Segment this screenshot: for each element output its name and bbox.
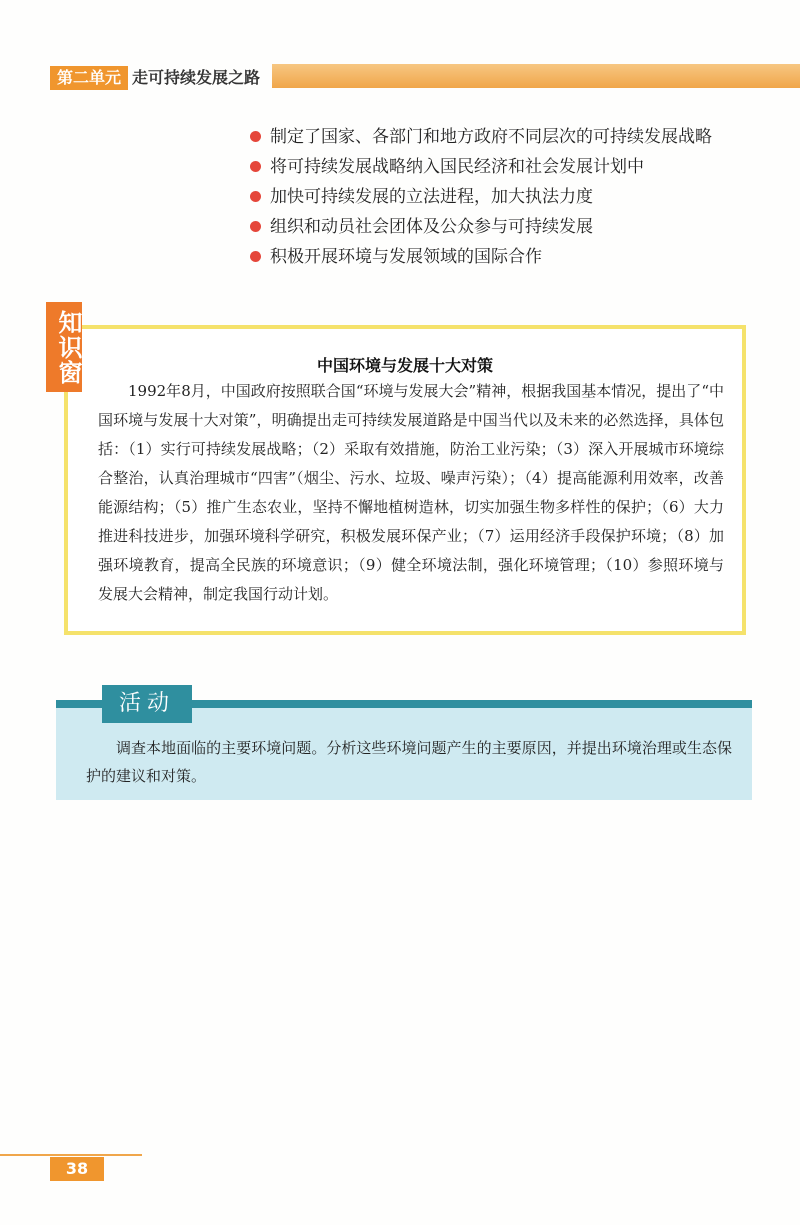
activity-tag: 活动 bbox=[102, 685, 192, 723]
bullet-dot-icon bbox=[250, 191, 261, 202]
unit-label: 第二单元 bbox=[50, 66, 128, 90]
footer-line bbox=[0, 1154, 142, 1156]
list-item-text: 组织和动员社会团体及公众参与可持续发展 bbox=[270, 217, 593, 237]
knowledge-window-text: 1992年8月，中国政府按照联合国“环境与发展大会”精神，根据我国基本情况，提出了“中国环境与发展十大对策”，明确提出走可持续发展道路是中国当代以及未来的必然选择，具体包括：（1）实行可持续发展战略；（2）采取有效措施，防治工业污染；（3）深入开展城市环境综合整治，认真治理城市“四害”（烟尘、污水、垃圾、噪声污染）；（4）提高能源利用效率，改善能源结构；（5）推广生态农业，坚持不懈地植树造林，切实加强生物多样性的保护；（6）大力推进科技进步，加强环境科学研究，积极发展环保产业；（7）运用经济手段保护环境；（8）加强环境教育，提高全民族的环境意识；（9）健全环境法制，强化环境管理；（10）参照环境与发展大会精神，制定我国行动计划。 bbox=[98, 382, 724, 603]
list-item bbox=[250, 182, 712, 212]
header-band bbox=[272, 64, 800, 88]
bullet-dot-icon bbox=[250, 251, 261, 262]
list-item-text: 积极开展环境与发展领域的国际合作 bbox=[270, 247, 542, 267]
knowledge-window-tag: 知识窗 bbox=[46, 302, 82, 392]
activity-text: 调查本地面临的主要环境问题。分析这些环境问题产生的主要原因，并提出环境治理或生态保护的建议和对策。 bbox=[86, 739, 732, 785]
knowledge-window-title: 中国环境与发展十大对策 bbox=[316, 356, 493, 375]
knowledge-window-box bbox=[64, 325, 746, 635]
page-header bbox=[0, 62, 800, 92]
page-number: 38 bbox=[50, 1157, 104, 1181]
bullet-dot-icon bbox=[250, 161, 261, 172]
list-item bbox=[250, 242, 712, 272]
chapter-title: 走可持续发展之路 bbox=[132, 68, 261, 87]
list-item-text: 将可持续发展战略纳入国民经济和社会发展计划中 bbox=[270, 157, 644, 177]
list-item-text: 加快可持续发展的立法进程，加大执法力度 bbox=[270, 187, 593, 207]
list-item bbox=[250, 152, 712, 182]
bullet-dot-icon bbox=[250, 131, 261, 142]
bullet-list bbox=[250, 122, 712, 272]
list-item bbox=[250, 122, 712, 152]
bullet-dot-icon bbox=[250, 221, 261, 232]
list-item-text: 制定了国家、各部门和地方政府不同层次的可持续发展战略 bbox=[270, 127, 712, 147]
list-item bbox=[250, 212, 712, 242]
